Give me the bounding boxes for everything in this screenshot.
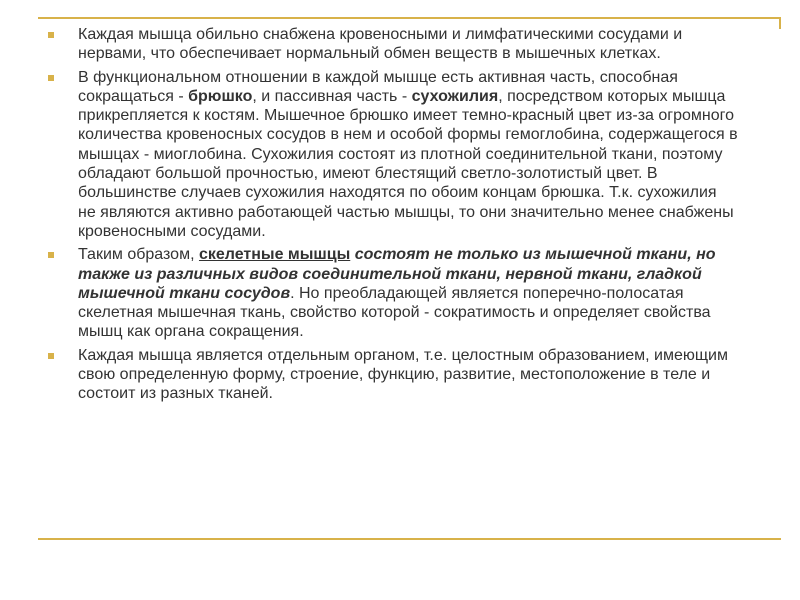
square-bullet-icon: [48, 75, 54, 81]
paragraph-muscle-organ: [48, 346, 738, 404]
paragraph-blood-supply: [48, 25, 738, 64]
paragraph-skeletal-muscles: [48, 245, 738, 341]
paragraph-3-text-b: . Но преобладающей является поперечно-полосатая скелетная мышечная ткань, свойство которой - сократимость и определяет свойства мышц как органа сокращения.: [78, 284, 711, 341]
paragraph-2-text-a: В функциональном отношении в каждой мышце есть активная часть, способная сокращаться -: [78, 68, 678, 105]
paragraph-3-text-a: Таким образом,: [78, 246, 199, 264]
term-tendons: сухожилия: [411, 87, 499, 105]
square-bullet-icon: [48, 252, 54, 258]
bottom-divider-line: [38, 538, 781, 540]
corner-tick-line: [779, 17, 781, 29]
paragraph-3-emphasis: состоят не только из мышечной ткани, но также из различных видов соединительной ткани, нервной ткани, гладкой мышечной ткани сосудов: [78, 246, 716, 302]
square-bullet-icon: [48, 32, 54, 38]
term-skeletal-muscles: скелетные мышцы: [198, 246, 351, 264]
paragraph-2-text-c: , посредством которых мышца прикрепляется к костям. Мышечное брюшко имеет темно-красный цвет из-за огромного количества кровеносных сосудов в нем и особой формы гемоглобина, содержащегося в мышцах - миоглобина. Сухожилия состоят из плотной соединительной ткани, поэтому обладают большой прочностью, имеют блестящий светло-золотистый цвет. В большинстве случаев сухожилия находятся по обоим концам брюшка. Т.к. сухожилия не являются активно работающей частью мышцы, то они значительно менее снабжены кровеносными сосудами.: [78, 87, 738, 240]
slide-body: [48, 25, 738, 408]
paragraph-2-text-b: , и пассивная часть -: [252, 87, 412, 105]
paragraph-4-text: Каждая мышца является отдельным органом, т.е. целостным образованием, имеющим свою определенную форму, строение, функцию, развитие, местоположение в теле и состоит из разных тканей.: [78, 346, 728, 403]
paragraph-functional-parts: [48, 68, 738, 242]
square-bullet-icon: [48, 353, 54, 359]
paragraph-1-text: Каждая мышца обильно снабжена кровеносными и лимфатическими сосудами и нервами, что обеспечивает нормальный обмен веществ в мышечных клетках.: [78, 26, 683, 63]
top-divider-line: [38, 17, 781, 19]
term-belly: брюшко: [188, 87, 253, 105]
